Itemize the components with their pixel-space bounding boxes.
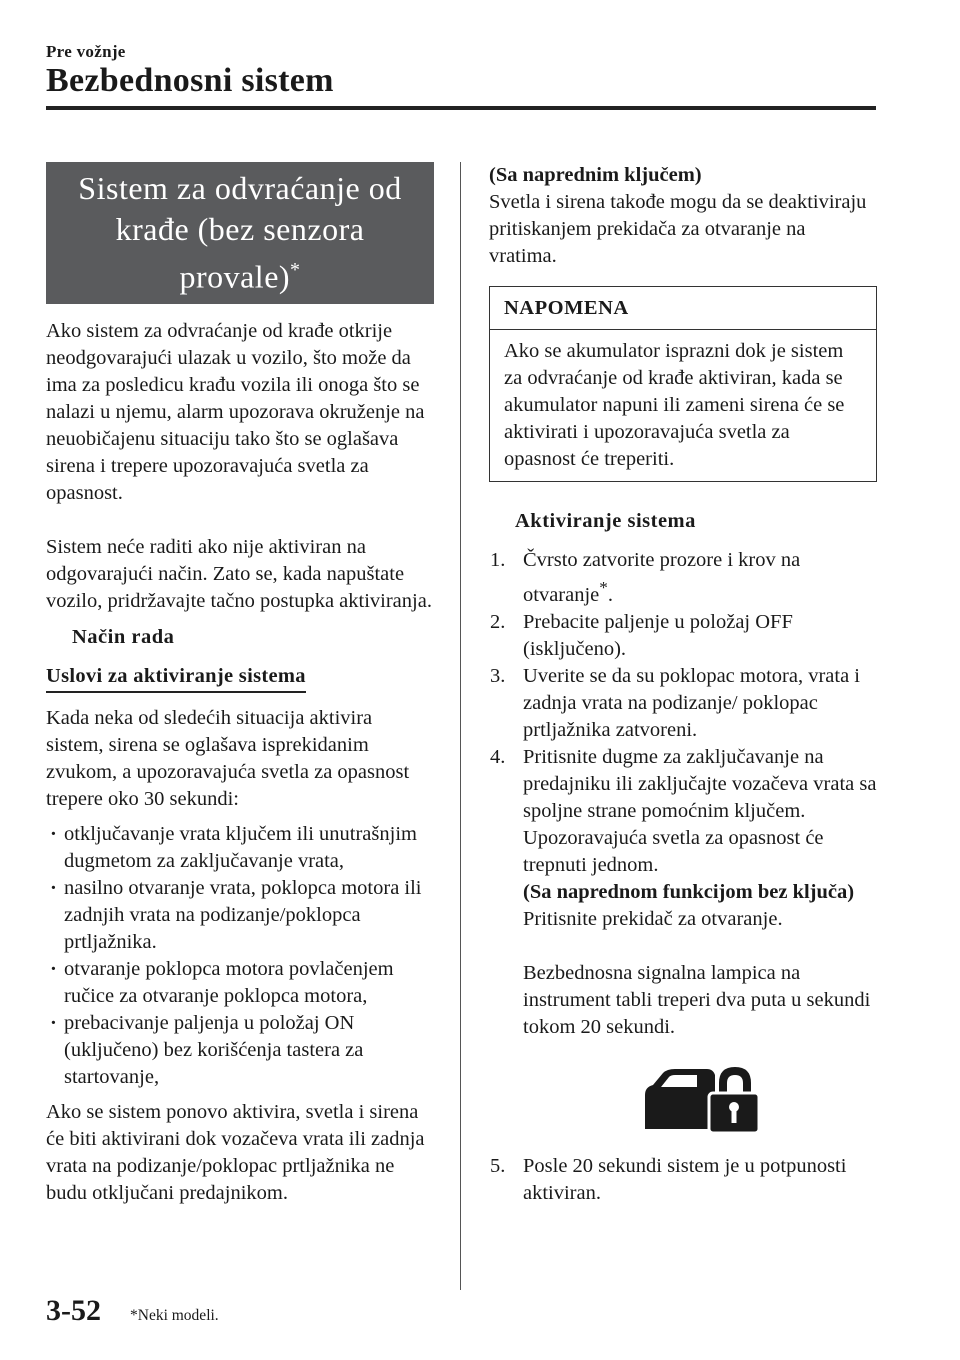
footnote-mark: * xyxy=(599,578,608,597)
footnote: *Neki modeli. xyxy=(130,1307,219,1324)
conditions-list xyxy=(46,821,434,1091)
step-text: Bezbednosna signalna lampica na instrument tabli treperi dva puta u sekundi tokom 20 sekundi. xyxy=(523,961,871,1038)
step-number: 4. xyxy=(490,745,506,768)
step-number: 3. xyxy=(490,664,506,687)
activation-steps xyxy=(489,547,877,1207)
advanced-key-heading: (Sa naprednim ključem) xyxy=(489,164,702,186)
step-text: Čvrsto zatvorite prozore i krov na otvaranje xyxy=(523,549,801,606)
step-text: Pritisnite dugme za zaključavanje na predajniku ili zaključajte vozačeva vrata sa spoljne strane pomoćnim ključem. xyxy=(523,745,877,822)
step-number: 2. xyxy=(490,610,506,633)
step-item xyxy=(489,547,877,609)
step-item xyxy=(489,744,877,1133)
step-number: 1. xyxy=(490,549,506,571)
note-box xyxy=(489,286,877,482)
list-item: · otvaranje poklopca motora povlačenjem ručice za otvaranje poklopca motora, xyxy=(46,956,434,1010)
reactivate-paragraph: Ako se sistem ponovo aktivira, svetla i sirena će biti aktivirani dok vozačeva vrata ili zadnja vrata na podizanje/poklopac prtljažnika ne budu otključani predajnikom. xyxy=(46,1100,425,1204)
step-text: Prebacite paljenje u položaj OFF (isključeno). xyxy=(523,610,793,660)
footnote-mark: * xyxy=(290,259,301,281)
conditions-heading: Uslovi za aktiviranje sistema xyxy=(46,663,306,693)
conditions-intro: Kada neka od sledećih situacija aktivira sistem, sirena se oglašava isprekidanim zvukom, a upozoravajuća svetla za opasnost trepere oko 30 sekundi: xyxy=(46,706,410,810)
section-label: Pre vožnje xyxy=(46,42,126,61)
step-text: Pritisnite prekidač za otvaranje. xyxy=(523,907,783,930)
right-column xyxy=(489,162,877,1207)
title-rule xyxy=(46,106,876,110)
note-text: Ako se akumulator isprazni dok je sistem za odvraćanje od krađe aktiviran, kada se akumulator napuni ili zameni sirena će se aktivirati i upozoravajuća svetla za opasnost će treperiti. xyxy=(504,340,845,470)
column-divider xyxy=(460,162,461,1290)
activation-heading: Aktiviranje sistema xyxy=(515,510,696,532)
security-indicator-car-lock-icon xyxy=(641,1065,759,1133)
page-number: 3-52 xyxy=(46,1294,101,1327)
page-title: Bezbednosni sistem xyxy=(46,62,334,99)
left-column xyxy=(46,162,434,1207)
mode-heading: Način rada xyxy=(72,625,175,648)
note-title: NAPOMENA xyxy=(490,287,876,330)
step-subheading: (Sa naprednom funkcijom bez ključa) xyxy=(523,880,855,903)
list-item: · otključavanje vrata ključem ili unutrašnjim dugmetom za zaključavanje vrata, xyxy=(46,821,434,875)
step-tail: . xyxy=(607,583,613,606)
list-item: · nasilno otvaranje vrata, poklopca motora ili zadnjih vrata na podizanje/poklopca prtljažnika. xyxy=(46,875,434,956)
step-text: Uverite se da su poklopac motora, vrata i zadnja vrata na podizanje/ poklopac prtljažnika zatvoreni. xyxy=(523,664,860,741)
step-item xyxy=(489,609,877,663)
list-item: · prebacivanje paljenja u položaj ON (uključeno) bez korišćenja tastera za startovanje, xyxy=(46,1010,434,1091)
intro-paragraph: Ako sistem za odvraćanje od krađe otkrije neodgovarajući ulazak u vozilo, što može da ima za posledicu krađu vozila ili onoga što se nalazi u njemu, alarm upozorava okruženje na neuobičajenu situaciju tako što se oglašava sirena i trepere upozoravajuća svetla za opasnost. xyxy=(46,319,425,504)
section-heading-box xyxy=(46,162,434,304)
step-text: Posle 20 sekundi sistem je u potpunosti aktiviran. xyxy=(523,1154,847,1204)
step-text: Upozoravajuća svetla za opasnost će trepnuti jednom. xyxy=(523,826,824,876)
step-item xyxy=(489,663,877,744)
step-item xyxy=(489,1153,877,1207)
step-number: 5. xyxy=(490,1154,506,1177)
warning-paragraph: Sistem neće raditi ako nije aktiviran na odgovarajući način. Zato se, kada napuštate vozilo, pridržavajte tačno postupka aktiviranja. xyxy=(46,535,432,612)
section-heading: Sistem za odvraćanje od krađe (bez senzora provale) xyxy=(78,170,402,295)
advanced-key-text: Svetla i sirena takođe mogu da se deaktiviraju pritiskanjem prekidača za otvaranje na vratima. xyxy=(489,191,867,267)
